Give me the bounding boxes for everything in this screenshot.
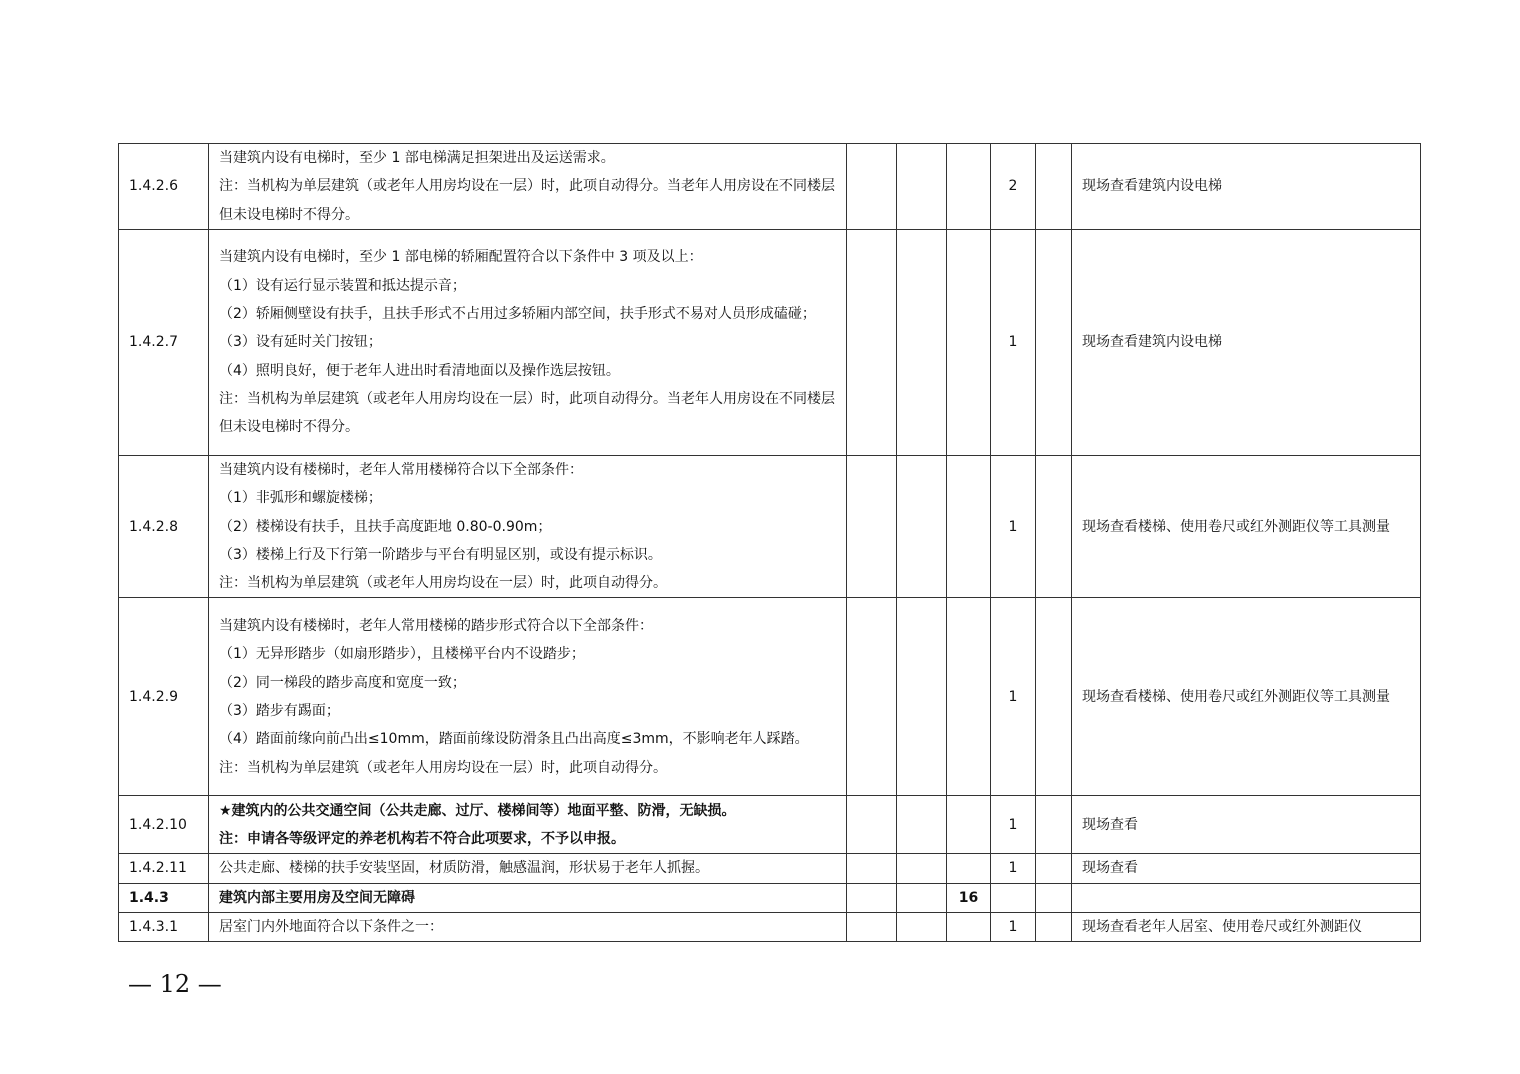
item-score [991, 883, 1036, 912]
item-code: 1.4.2.7 [119, 230, 209, 456]
assessment-table [118, 143, 1421, 942]
content-line: （1）非弧形和螺旋楼梯； [219, 490, 382, 507]
content-line: 注：当机构为单层建筑（或老年人用房均设在一层）时，此项自动得分。当老年人用房设在不同楼层但未设电梯时不得分。 [219, 390, 835, 436]
content-line: （3）楼梯上行及下行第一阶踏步与平台有明显区别，或设有提示标识。 [219, 546, 662, 563]
table-body [119, 144, 1421, 942]
assessment-method: 现场查看建筑内设电梯 [1072, 230, 1421, 456]
table-row [119, 144, 1421, 230]
assessment-method: 现场查看楼梯、使用卷尺或红外测距仪等工具测量 [1072, 456, 1421, 598]
section-score: 16 [947, 883, 991, 912]
item-score: 2 [991, 144, 1036, 230]
content-line: （3）设有延时关门按钮； [219, 334, 382, 351]
section-score [947, 598, 991, 796]
content-line: （3）踏步有踢面； [219, 702, 340, 719]
item-code: 1.4.2.6 [119, 144, 209, 230]
content-line: 当建筑内设有电梯时，至少 1 部电梯的轿厢配置符合以下条件中 3 项及以上： [219, 249, 703, 266]
empty-cell [1036, 854, 1072, 883]
item-code: 1.4.3.1 [119, 913, 209, 942]
table-row [119, 230, 1421, 456]
empty-cell [847, 144, 897, 230]
empty-cell [847, 598, 897, 796]
section-score [947, 230, 991, 456]
item-code: 1.4.2.11 [119, 854, 209, 883]
item-score: 1 [991, 854, 1036, 883]
empty-cell [847, 883, 897, 912]
table-row [119, 598, 1421, 796]
empty-cell [1036, 913, 1072, 942]
empty-cell [897, 854, 947, 883]
content-line: （2）同一梯段的踏步高度和宽度一致； [219, 674, 466, 691]
assessment-method: 现场查看老年人居室、使用卷尺或红外测距仪 [1072, 913, 1421, 942]
empty-cell [897, 796, 947, 854]
item-score: 1 [991, 913, 1036, 942]
item-content [209, 598, 847, 796]
content-line: 公共走廊、楼梯的扶手安装坚固，材质防滑，触感温润，形状易于老年人抓握。 [219, 860, 709, 877]
content-line: 注：当机构为单层建筑（或老年人用房均设在一层）时，此项自动得分。当老年人用房设在不同楼层但未设电梯时不得分。 [219, 178, 835, 223]
empty-cell [1036, 796, 1072, 854]
item-score: 1 [991, 598, 1036, 796]
item-content [209, 230, 847, 456]
content-line: 注：当机构为单层建筑（或老年人用房均设在一层）时，此项自动得分。 [219, 575, 667, 592]
empty-cell [1036, 456, 1072, 598]
section-score [947, 796, 991, 854]
content-line: （4）踏面前缘向前凸出≤10mm，踏面前缘设防滑条且凸出高度≤3mm，不影响老年人踩踏。 [219, 731, 809, 748]
empty-cell [1036, 598, 1072, 796]
content-line: （2）楼梯设有扶手，且扶手高度距地 0.80-0.90m； [219, 518, 552, 535]
item-code: 1.4.2.10 [119, 796, 209, 854]
empty-cell [847, 456, 897, 598]
content-line: 当建筑内设有电梯时，至少 1 部电梯满足担架进出及运送需求。 [219, 150, 615, 167]
item-content [209, 913, 847, 942]
table-row [119, 883, 1421, 912]
item-score: 1 [991, 796, 1036, 854]
item-code: 1.4.3 [119, 883, 209, 912]
content-line: （1）无异形踏步（如扇形踏步），且楼梯平台内不设踏步； [219, 646, 585, 663]
empty-cell [847, 796, 897, 854]
empty-cell [897, 913, 947, 942]
content-line: 当建筑内设有楼梯时，老年人常用楼梯的踏步形式符合以下全部条件： [219, 618, 653, 635]
section-score [947, 144, 991, 230]
table-row [119, 854, 1421, 883]
section-score [947, 456, 991, 598]
item-content [209, 854, 847, 883]
content-line: 建筑内部主要用房及空间无障碍 [219, 889, 415, 906]
item-content [209, 796, 847, 854]
empty-cell [847, 913, 897, 942]
content-line: 居室门内外地面符合以下条件之一： [219, 919, 443, 936]
assessment-method: 现场查看 [1072, 796, 1421, 854]
table-row [119, 796, 1421, 854]
section-score [947, 854, 991, 883]
content-line: （2）轿厢侧壁设有扶手，且扶手形式不占用过多轿厢内部空间，扶手形式不易对人员形成磕碰； [219, 306, 816, 323]
empty-cell [897, 456, 947, 598]
empty-cell [847, 854, 897, 883]
empty-cell [897, 598, 947, 796]
page-number: — 12 — [128, 970, 222, 998]
content-line: 注：当机构为单层建筑（或老年人用房均设在一层）时，此项自动得分。 [219, 759, 667, 776]
table-row [119, 456, 1421, 598]
item-score: 1 [991, 230, 1036, 456]
item-code: 1.4.2.9 [119, 598, 209, 796]
table-row [119, 913, 1421, 942]
item-content [209, 883, 847, 912]
empty-cell [897, 883, 947, 912]
empty-cell [1036, 230, 1072, 456]
content-line: 注：申请各等级评定的养老机构若不符合此项要求，不予以申报。 [219, 830, 625, 847]
empty-cell [897, 230, 947, 456]
content-line: （1）设有运行显示装置和抵达提示音； [219, 277, 466, 294]
assessment-method: 现场查看楼梯、使用卷尺或红外测距仪等工具测量 [1072, 598, 1421, 796]
empty-cell [1036, 144, 1072, 230]
item-content [209, 144, 847, 230]
item-code: 1.4.2.8 [119, 456, 209, 598]
section-score [947, 913, 991, 942]
item-content [209, 456, 847, 598]
empty-cell [897, 144, 947, 230]
empty-cell [1036, 883, 1072, 912]
assessment-method [1072, 883, 1421, 912]
item-score: 1 [991, 456, 1036, 598]
content-line: ★建筑内的公共交通空间（公共走廊、过厅、楼梯间等）地面平整、防滑，无缺损。 [219, 802, 736, 819]
assessment-method: 现场查看 [1072, 854, 1421, 883]
empty-cell [847, 230, 897, 456]
content-line: 当建筑内设有楼梯时，老年人常用楼梯符合以下全部条件： [219, 462, 583, 478]
assessment-method: 现场查看建筑内设电梯 [1072, 144, 1421, 230]
content-line: （4）照明良好，便于老年人进出时看清地面以及操作选层按钮。 [219, 362, 620, 379]
